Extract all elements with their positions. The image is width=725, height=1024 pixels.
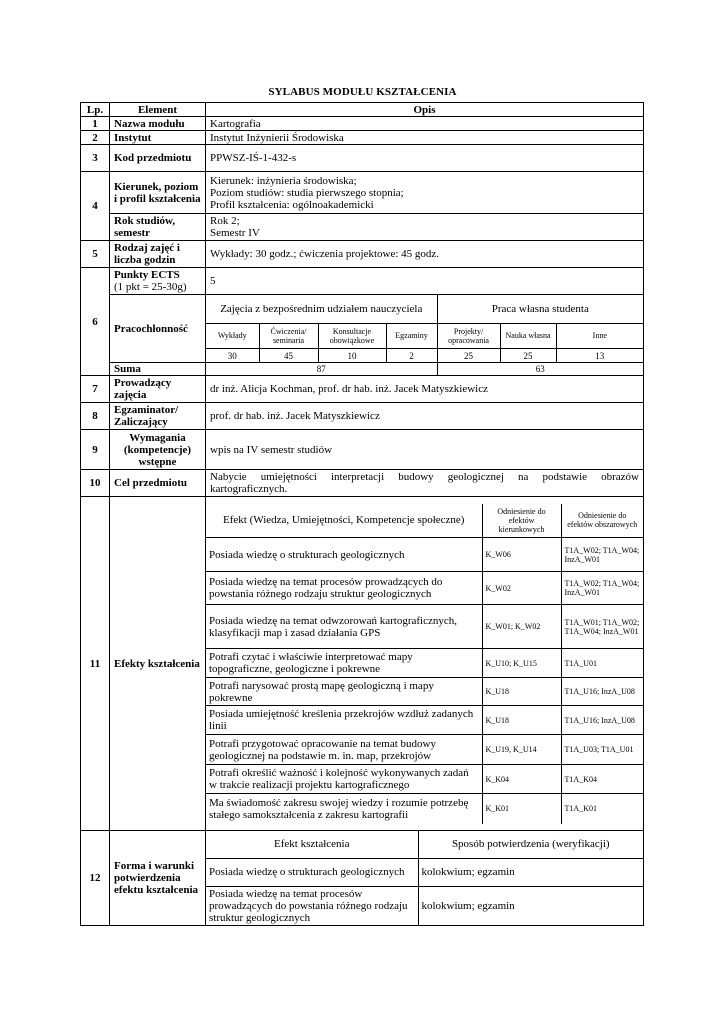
sum-label: Suma <box>110 363 206 376</box>
row-label: Egzaminator/ Zaliczający <box>110 403 206 430</box>
workload-values <box>206 349 644 363</box>
method-col-header: Sposób potwierdzenia (weryfikacji) <box>418 831 643 858</box>
col-other: Inne <box>556 323 643 348</box>
val-lectures: 30 <box>206 349 259 362</box>
outcome-row <box>206 735 643 765</box>
verification-table <box>206 831 643 925</box>
ects-title: Punkty ECTS <box>114 269 180 281</box>
self-study-header: Praca własna studenta <box>437 295 643 323</box>
field-ref: K_W02 <box>482 572 561 605</box>
row-value: Wykłady: 30 godz.; ćwiczenia projektowe: 45 godz. <box>206 241 644 268</box>
field-ref: K_W01; K_W02 <box>482 605 561 649</box>
outcome-row <box>206 706 643 735</box>
verification-method: kolokwium; egzamin <box>418 886 643 925</box>
area-ref: T1A_W01; T1A_W02; T1A_W04; InzA_W01 <box>561 605 643 649</box>
outcome-text: Posiada wiedzę na temat procesów prowadzących do powstania różnego rodzaju struktur geologicznych <box>206 572 482 605</box>
outcome-row <box>206 605 643 649</box>
row-label: Kierunek, poziom i profil kształcenia <box>110 172 206 214</box>
learning-outcomes-table <box>206 504 643 824</box>
outcome-text: Ma świadomość zakresu swojej wiedzy i rozumie potrzebę stałego samokształcenia z zakresu kartografii <box>206 794 482 824</box>
row-number: 5 <box>81 241 110 268</box>
row-3 <box>81 145 644 172</box>
header-element: Element <box>110 103 206 117</box>
verification <box>206 831 644 926</box>
row-12 <box>81 831 644 926</box>
area-ref: T1A_W02; T1A_W04; InzA_W01 <box>561 538 643 572</box>
row-label: Prowadzący zajęcia <box>110 376 206 403</box>
row-2 <box>81 131 644 145</box>
header-opis: Opis <box>206 103 644 117</box>
contact-hours-header: Zajęcia z bezpośrednim udziałem nauczyciela <box>206 295 437 323</box>
sum-self-study: 63 <box>437 363 643 375</box>
field-ref: K_U19, K_U14 <box>482 735 561 765</box>
row-number: 4 <box>81 172 110 241</box>
area-ref: T1A_W02; T1A_W04; InzA_W01 <box>561 572 643 605</box>
outcome-text: Potrafi czytać i właściwie interpretować mapy topograficzne, geologiczne i pokrewne <box>206 649 482 678</box>
field-ref: K_U18 <box>482 678 561 706</box>
row-value: dr inż. Alicja Kochman, prof. dr hab. inż. Jacek Matyszkiewicz <box>206 376 644 403</box>
row-6-ects <box>81 268 644 295</box>
row-label: Efekty kształcenia <box>110 497 206 831</box>
outcome-text: Potrafi narysować prostą mapę geologiczną i mapy pokrewne <box>206 678 482 706</box>
ects-value: 5 <box>206 268 644 295</box>
sum-values <box>206 363 644 376</box>
row-number: 6 <box>81 268 110 376</box>
study-profile: Profil kształcenia: ogólnoakademicki <box>210 198 374 211</box>
verification-row <box>206 858 643 886</box>
col-projects: Projekty/ opracowania <box>437 323 500 348</box>
row-label: Instytut <box>110 131 206 145</box>
row-value: prof. dr hab. inż. Jacek Matyszkiewicz <box>206 403 644 430</box>
ects-subtitle: (1 pkt = 25-30g) <box>114 281 187 293</box>
val-projects: 25 <box>437 349 500 362</box>
row-label: Cel przedmiotu <box>110 470 206 497</box>
header-row <box>81 103 644 117</box>
row-4 <box>81 172 644 214</box>
val-consultations: 10 <box>318 349 386 362</box>
verification-method: kolokwium; egzamin <box>418 858 643 886</box>
outcome-row <box>206 794 643 824</box>
col-self-study: Nauka własna <box>500 323 556 348</box>
outcome-text: Posiada wiedzę o strukturach geologicznych <box>206 538 482 572</box>
row-8 <box>81 403 644 430</box>
row-label: Forma i warunki potwierdzenia efektu kształcenia <box>110 831 206 926</box>
outcome-row <box>206 678 643 706</box>
ects-label <box>110 268 206 295</box>
study-year: Rok 2; <box>210 215 240 227</box>
learning-outcomes <box>206 497 644 831</box>
outcome-text: Potrafi przygotować opracowanie na temat budowy geologicznej na podstawie m. in. map, przekrojów <box>206 735 482 765</box>
row-value: wpis na IV semestr studiów <box>206 430 644 470</box>
row-value <box>206 214 644 241</box>
row-value <box>206 172 644 214</box>
field-ref-header: Odniesienie do efektów kierunkowych <box>482 504 561 538</box>
row-7 <box>81 376 644 403</box>
col-exams: Egzaminy <box>386 323 437 348</box>
outcome-text: Potrafi określić ważność i kolejność wykonywanych zadań w trakcie realizacji projektu kartograficznego <box>206 765 482 794</box>
row-1 <box>81 117 644 131</box>
row-number: 7 <box>81 376 110 403</box>
area-ref: T1A_K01 <box>561 794 643 824</box>
row-number: 12 <box>81 831 110 926</box>
area-ref: T1A_K04 <box>561 765 643 794</box>
sum-contact: 87 <box>206 363 437 375</box>
field-ref: K_K04 <box>482 765 561 794</box>
workload-values-table <box>206 349 643 362</box>
area-ref: T1A_U03; T1A_U01 <box>561 735 643 765</box>
area-ref: T1A_U01 <box>561 649 643 678</box>
semester: Semestr IV <box>210 227 260 239</box>
outcome-row <box>206 649 643 678</box>
row-number: 8 <box>81 403 110 430</box>
outcome-text: Posiada wiedzę o strukturach geologicznych <box>206 858 418 886</box>
row-label: Nazwa modułu <box>110 117 206 131</box>
row-value: Instytut Inżynierii Środowiska <box>206 131 644 145</box>
row-5 <box>81 241 644 268</box>
row-value: Nabycie umiejętności interpretacji budowy geologicznej na podstawie obrazów kartograficznych. <box>206 470 644 497</box>
row-number: 10 <box>81 470 110 497</box>
header-lp: Lp. <box>81 103 110 117</box>
row-number: 3 <box>81 145 110 172</box>
row-value: Kartografia <box>206 117 644 131</box>
syllabus-table <box>80 102 644 926</box>
row-number: 2 <box>81 131 110 145</box>
row-label: Rok studiów, semestr <box>110 214 206 241</box>
area-ref: T1A_U16; InzA_U08 <box>561 678 643 706</box>
study-level: Poziom studiów: studia pierwszego stopnia; <box>210 186 404 199</box>
col-lectures: Wykłady <box>206 323 259 348</box>
outcome-header: Efekt (Wiedza, Umiejętności, Kompetencje społeczne) <box>206 504 482 538</box>
val-exercises: 45 <box>259 349 318 362</box>
row-label: Rodzaj zajęć i liczba godzin <box>110 241 206 268</box>
field-ref: K_U18 <box>482 706 561 735</box>
area-ref: T1A_U16; InzA_U08 <box>561 706 643 735</box>
outcome-col-header: Efekt kształcenia <box>206 831 418 858</box>
row-10 <box>81 470 644 497</box>
workload-table <box>206 295 643 348</box>
val-exams: 2 <box>386 349 437 362</box>
row-label: Wymagania (kompetencje) wstępne <box>110 430 206 470</box>
row-value: PPWSZ-IŚ-1-432-s <box>206 145 644 172</box>
field-ref: K_U10; K_U15 <box>482 649 561 678</box>
area-ref-header: Odniesienie do efektów obszarowych <box>561 504 643 538</box>
row-number: 1 <box>81 117 110 131</box>
field-ref: K_W06 <box>482 538 561 572</box>
row-11 <box>81 497 644 831</box>
outcome-row <box>206 538 643 572</box>
outcome-text: Posiada wiedzę na temat odwzorowań kartograficznych, klasyfikacji map i zasad działania GPS <box>206 605 482 649</box>
outcome-row <box>206 572 643 605</box>
outcome-row <box>206 765 643 794</box>
field-of-study: Kierunek: inżynieria środowiska; <box>210 174 357 187</box>
col-exercises: Ćwiczenia/ seminaria <box>259 323 318 348</box>
workload-breakdown <box>206 295 644 349</box>
outcome-text: Posiada wiedzę na temat procesów prowadzących do powstania różnego rodzaju struktur geologicznych <box>206 886 418 925</box>
workload-label: Pracochłonność <box>110 295 206 363</box>
row-number: 11 <box>81 497 110 831</box>
row-6-workload <box>81 295 644 349</box>
row-label: Kod przedmiotu <box>110 145 206 172</box>
row-9 <box>81 430 644 470</box>
sum-table <box>206 363 643 375</box>
val-other: 13 <box>556 349 643 362</box>
document-title: SYLABUS MODUŁU KSZTAŁCENIA <box>268 86 457 98</box>
row-4b <box>81 214 644 241</box>
row-6-sum <box>81 363 644 376</box>
row-number: 9 <box>81 430 110 470</box>
col-consultations: Konsultacje obowiązkowe <box>318 323 386 348</box>
val-self-study: 25 <box>500 349 556 362</box>
field-ref: K_K01 <box>482 794 561 824</box>
verification-row <box>206 886 643 925</box>
outcome-text: Posiada umiejętność kreślenia przekrojów wzdłuż zadanych linii <box>206 706 482 735</box>
